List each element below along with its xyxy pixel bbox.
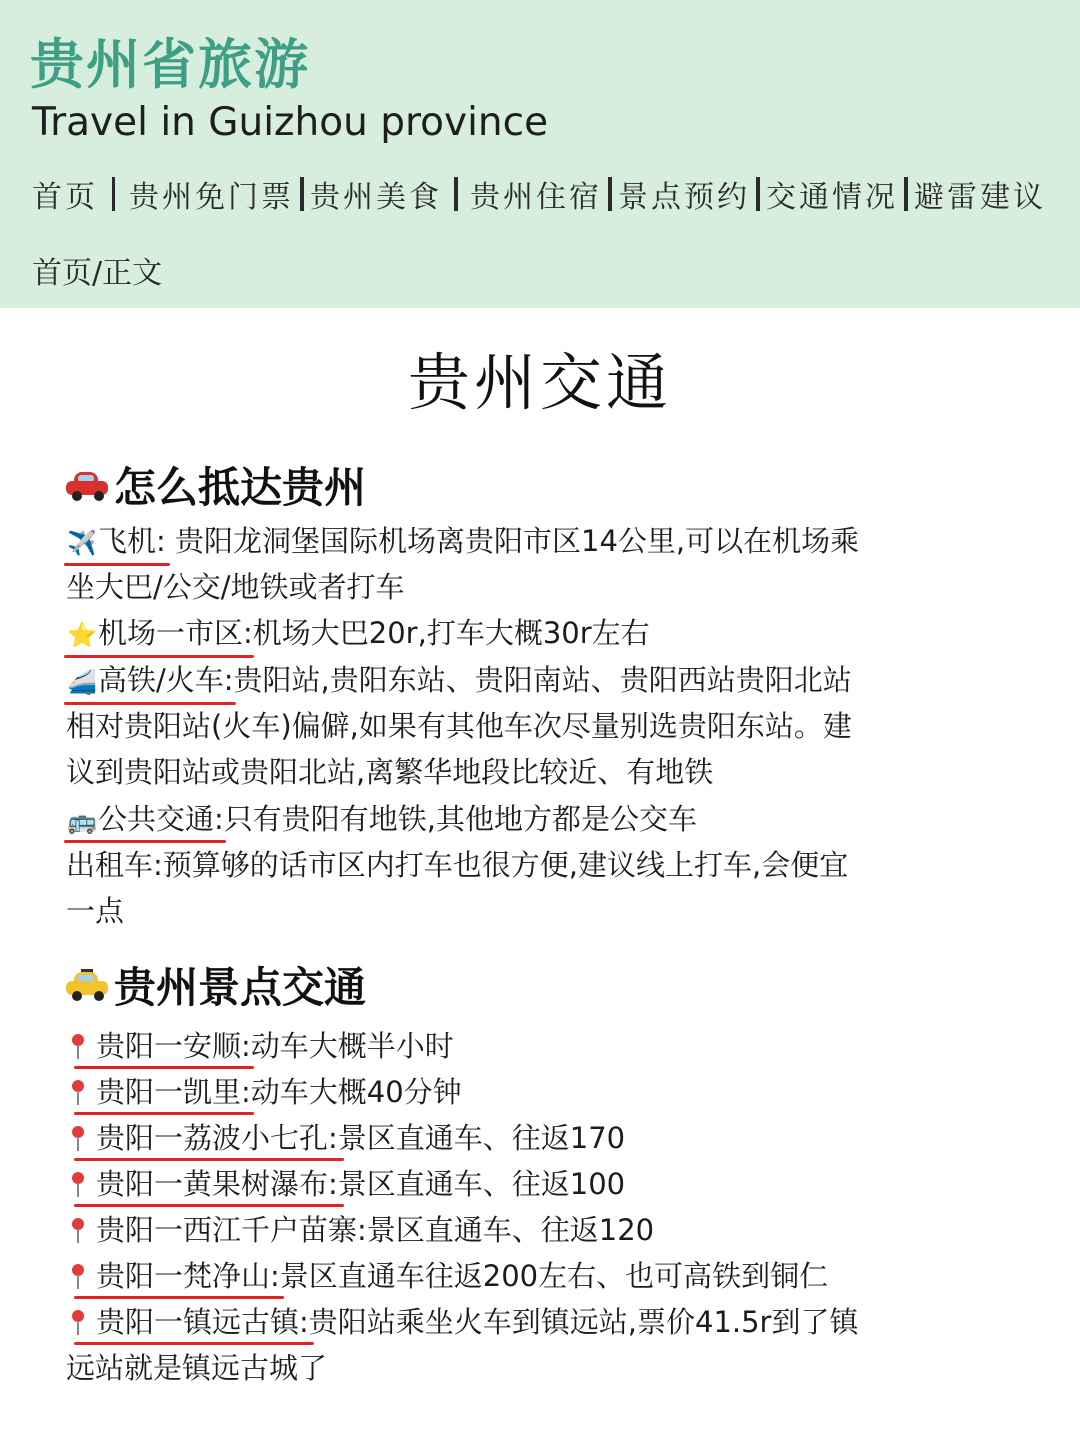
nav-separator bbox=[756, 177, 760, 211]
line-text: 贵阳一镇远古镇:贵阳站乘坐火车到镇远站,票价41.5r到了镇 bbox=[96, 1305, 859, 1339]
site-title[interactable]: 贵州省旅游 bbox=[30, 33, 310, 96]
list-item bbox=[66, 1069, 462, 1115]
text-line bbox=[66, 657, 852, 703]
bus-icon: 🚌 bbox=[67, 807, 97, 835]
line-text: 公共交通:只有贵阳有地铁,其他地方都是公交车 bbox=[98, 802, 697, 836]
pin-icon bbox=[66, 1124, 88, 1154]
line-text: 贵阳一西江千户苗寨:景区直通车、往返120 bbox=[96, 1213, 655, 1247]
star-icon: ⭐ bbox=[67, 621, 97, 649]
text-line: 一点 bbox=[66, 894, 125, 928]
text-line: 相对贵阳站(火车)偏僻,如果有其他车次尽量别选贵阳东站。建 bbox=[66, 709, 852, 743]
text-line: 议到贵阳站或贵阳北站,离繁华地段比较近、有地铁 bbox=[66, 755, 714, 789]
line-text: 贵阳一黄果树瀑布:景区直通车、往返100 bbox=[96, 1167, 626, 1201]
text-line bbox=[66, 518, 859, 564]
line-text: 高铁/火车:贵阳站,贵阳东站、贵阳南站、贵阳西站贵阳北站 bbox=[98, 663, 852, 697]
red-car-icon bbox=[64, 469, 110, 501]
text-line: 出租车:预算够的话市区内打车也很方便,建议线上打车,会便宜 bbox=[66, 848, 849, 882]
text-line bbox=[66, 610, 650, 656]
airplane-icon: ✈️ bbox=[67, 529, 97, 557]
list-item bbox=[66, 1115, 625, 1161]
section-heading-text: 贵州景点交通 bbox=[114, 963, 367, 1012]
pin-icon bbox=[66, 1170, 88, 1200]
line-text: 机场一市区:机场大巴20r,打车大概30r左右 bbox=[98, 616, 650, 650]
section-heading-attractions bbox=[64, 955, 366, 1015]
list-item bbox=[66, 1023, 454, 1069]
nav-separator bbox=[454, 177, 458, 211]
text-line bbox=[66, 796, 697, 842]
list-item bbox=[66, 1207, 654, 1253]
line-text: 贵阳一梵净山:景区直通车往返200左右、也可高铁到铜仁 bbox=[96, 1259, 829, 1293]
list-item bbox=[66, 1161, 625, 1207]
nav-item-food[interactable]: 贵州美食 bbox=[310, 180, 442, 215]
line-text: 贵阳一安顺:动车大概半小时 bbox=[96, 1029, 454, 1063]
pin-icon bbox=[66, 1308, 88, 1338]
section-heading-text: 怎么抵达贵州 bbox=[114, 463, 367, 512]
nav-item-home[interactable]: 首页 bbox=[32, 180, 98, 215]
list-item bbox=[66, 1253, 828, 1299]
taxi-icon bbox=[64, 969, 110, 1001]
high-speed-train-icon: 🚄 bbox=[67, 668, 97, 696]
pin-icon bbox=[66, 1216, 88, 1246]
line-text: 贵阳一凯里:动车大概40分钟 bbox=[96, 1075, 462, 1109]
breadcrumb[interactable]: 首页/正文 bbox=[32, 256, 163, 291]
nav-separator bbox=[300, 177, 304, 211]
main-nav bbox=[32, 172, 1046, 216]
text-line: 坐大巴/公交/地铁或者打车 bbox=[66, 570, 405, 604]
site-header bbox=[0, 0, 1080, 308]
nav-item-free-tickets[interactable]: 贵州免门票 bbox=[129, 180, 294, 215]
page-title: 贵州交通 bbox=[407, 346, 672, 419]
site-subtitle: Travel in Guizhou province bbox=[32, 100, 549, 145]
section-heading-arrival bbox=[64, 455, 366, 515]
pin-icon bbox=[66, 1078, 88, 1108]
pin-icon bbox=[66, 1262, 88, 1292]
nav-item-tips[interactable]: 避雷建议 bbox=[914, 180, 1046, 215]
nav-item-traffic[interactable]: 交通情况 bbox=[766, 180, 898, 215]
nav-separator bbox=[112, 177, 115, 211]
list-item bbox=[66, 1299, 858, 1345]
nav-separator bbox=[608, 177, 612, 211]
line-text: 贵阳一荔波小七孔:景区直通车、往返170 bbox=[96, 1121, 626, 1155]
text-line: 远站就是镇远古城了 bbox=[66, 1351, 328, 1385]
nav-separator bbox=[904, 177, 908, 211]
pin-icon bbox=[66, 1032, 88, 1062]
nav-item-hotels[interactable]: 贵州住宿 bbox=[470, 180, 602, 215]
line-text: 飞机: 贵阳龙洞堡国际机场离贵阳市区14公里,可以在机场乘 bbox=[98, 524, 860, 558]
nav-item-reservations[interactable]: 景点预约 bbox=[618, 180, 750, 215]
